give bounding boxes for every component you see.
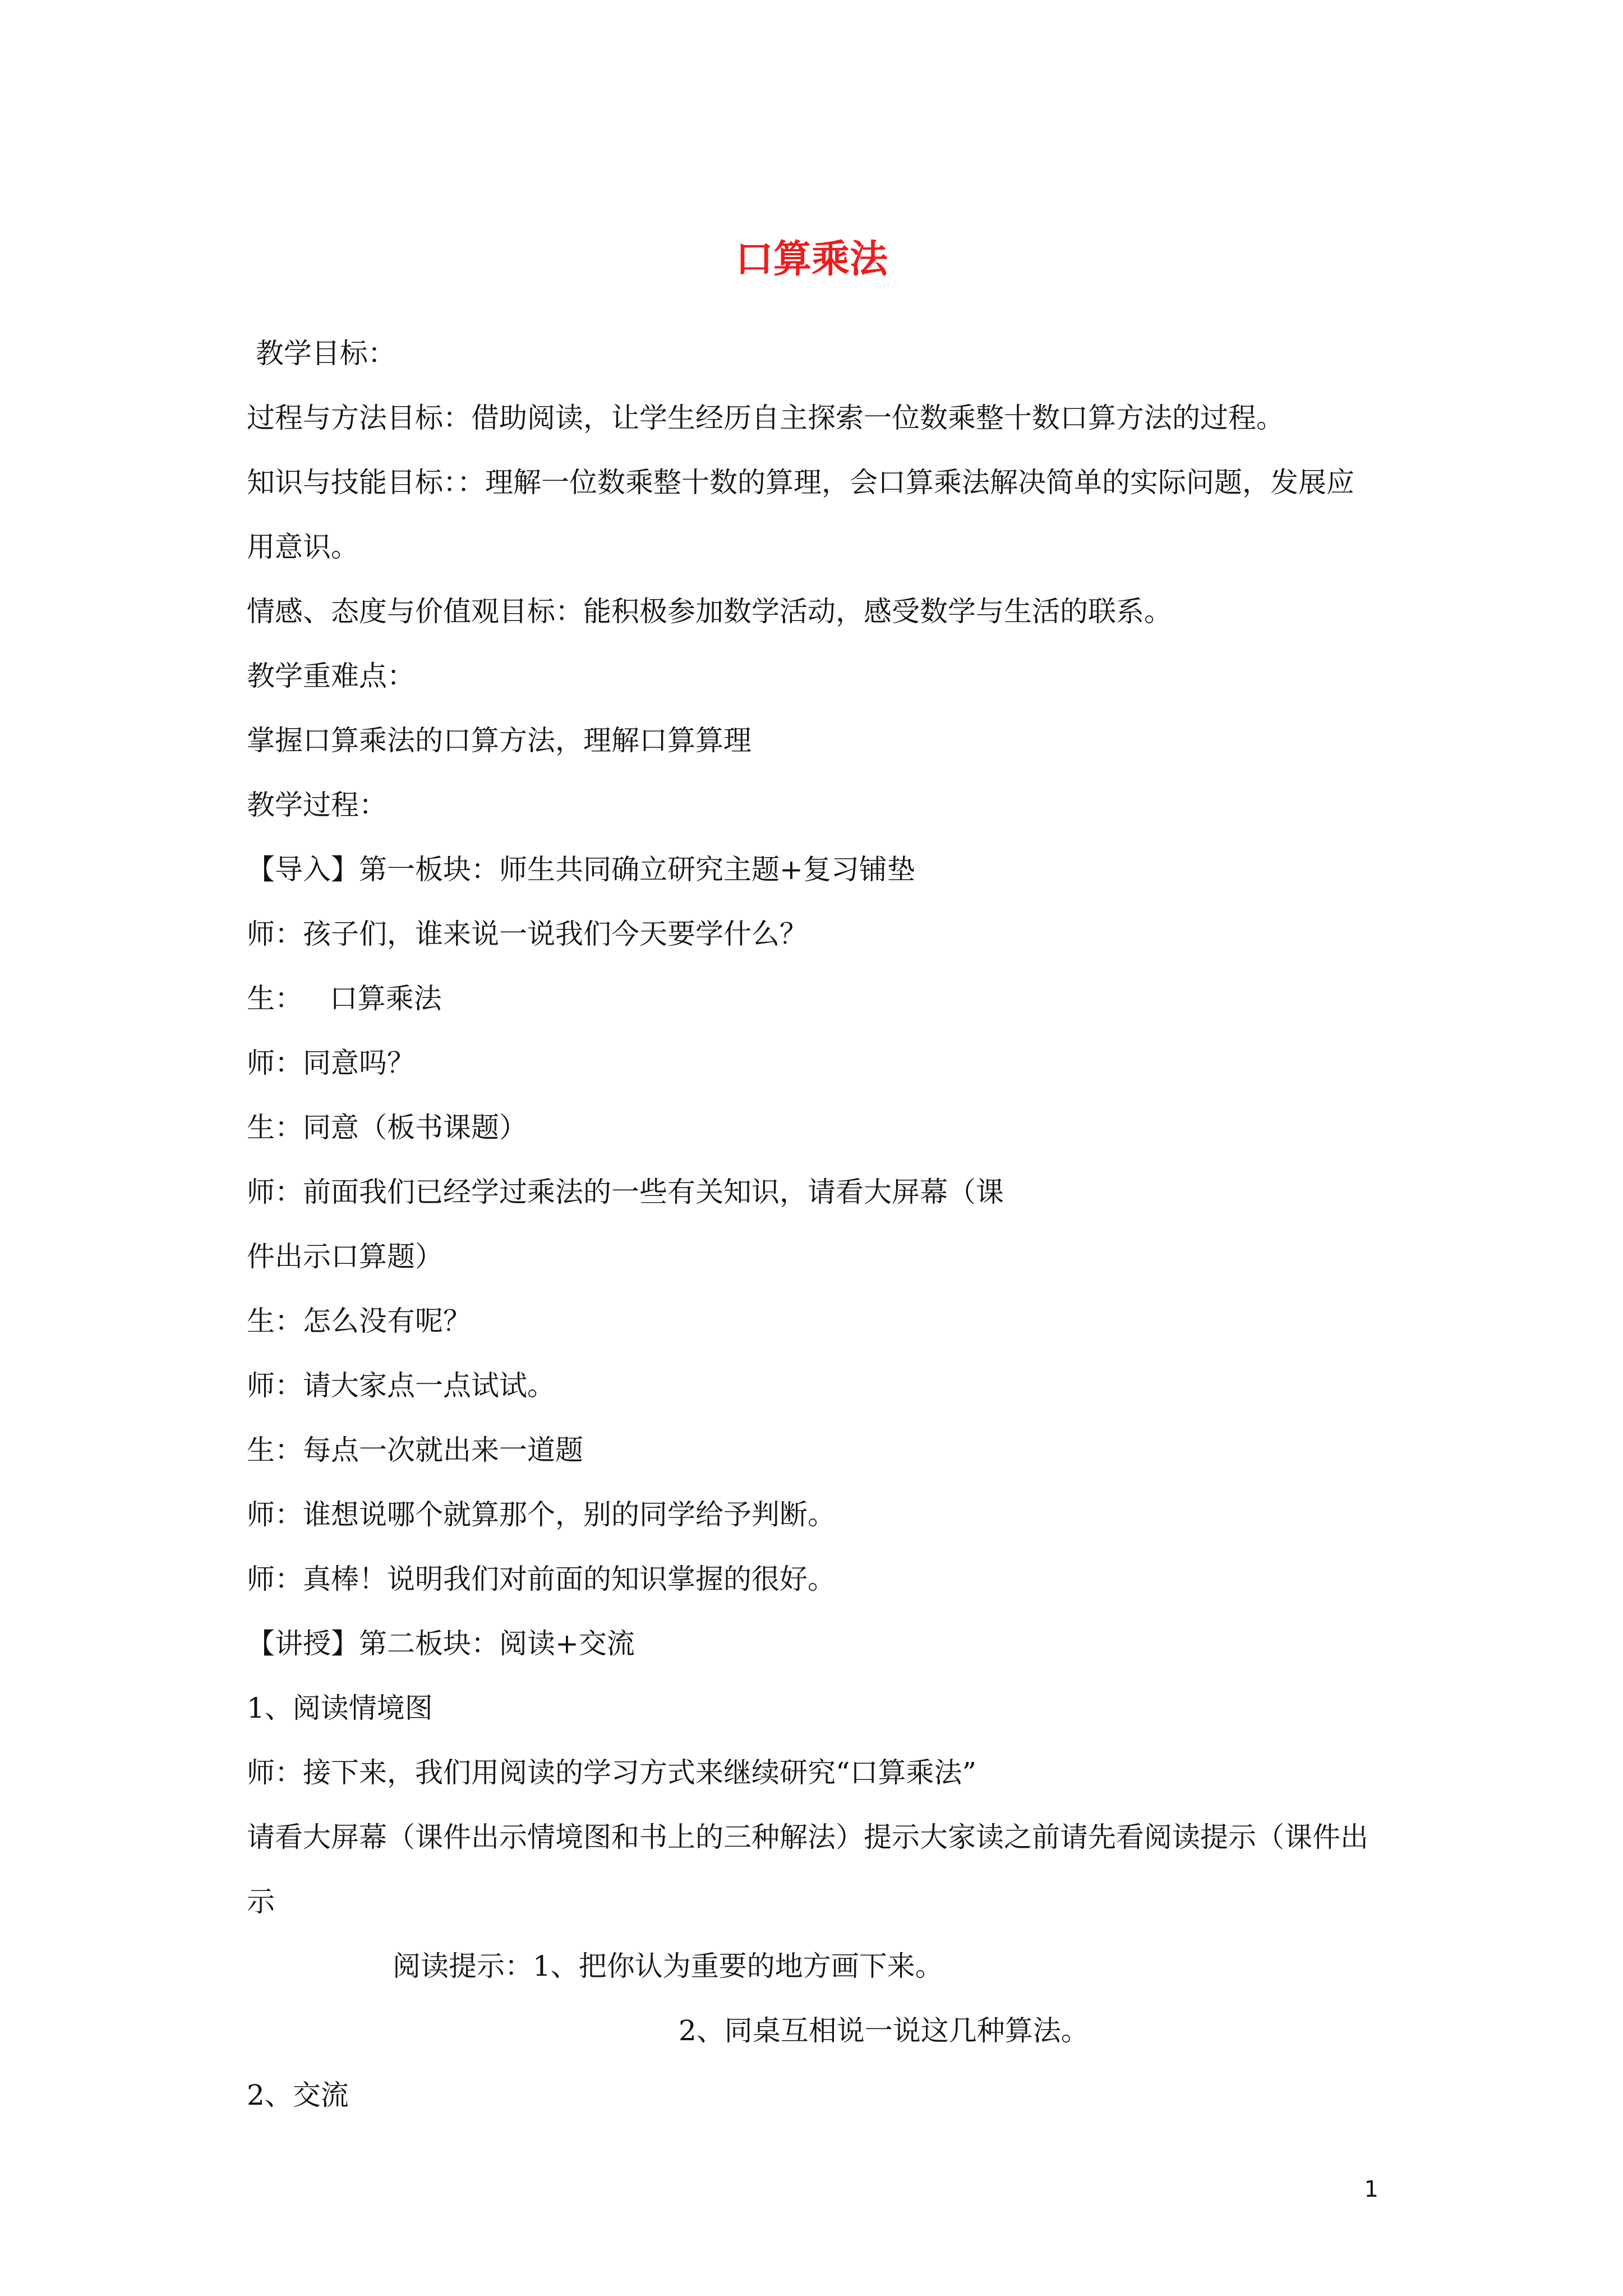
text-line: 生： 口算乘法 [247, 982, 442, 1015]
page-number: 1 [1364, 2177, 1378, 2202]
text-line: 生：每点一次就出来一道题 [247, 1434, 583, 1466]
text-line: 掌握口算乘法的口算方法，理解口算算理 [247, 724, 751, 757]
text-line: 【讲授】第二板块：阅读+交流 [247, 1627, 635, 1660]
text-line: 情感、态度与价值观目标：能积极参加数学活动，感受数学与生活的联系。 [247, 595, 1172, 628]
text-line: 师：谁想说哪个就算那个，别的同学给予判断。 [247, 1498, 836, 1531]
text-line: 师：接下来，我们用阅读的学习方式来继续研究“口算乘法” [247, 1756, 977, 1789]
reading-tip-line: 阅读提示：1、把你认为重要的地方画下来。 [393, 1950, 943, 1982]
text-line: 示 [247, 1885, 275, 1918]
text-line: 件出示口算题） [247, 1240, 443, 1273]
text-line: 知识与技能目标：：理解一位数乘整十数的算理，会口算乘法解决简单的实际问题，发展应 [247, 466, 1354, 499]
text-line: 教学过程： [247, 789, 387, 821]
text-line: 用意识。 [247, 531, 359, 563]
text-line: 生：怎么没有呢？ [247, 1305, 471, 1337]
text-line: 师：前面我们已经学过乘法的一些有关知识，请看大屏幕（课 [247, 1176, 1004, 1208]
text-line: 教学目标： [247, 337, 396, 370]
reading-tip-line: 2、同桌互相说一说这几种算法。 [679, 2014, 1089, 2047]
text-line: 2、交流 [247, 2079, 349, 2111]
text-line: 师：真棒！说明我们对前面的知识掌握的很好。 [247, 1563, 836, 1595]
text-line: 请看大屏幕（课件出示情境图和书上的三种解法）提示大家读之前请先看阅读提示（课件出 [247, 1821, 1368, 1853]
text-line: 生：同意（板书课题） [247, 1111, 527, 1144]
text-line: 1、阅读情境图 [247, 1692, 433, 1724]
text-line: 师：孩子们，谁来说一说我们今天要学什么？ [247, 918, 808, 950]
text-line: 教学重难点： [247, 660, 415, 692]
text-line: 师：同意吗？ [247, 1047, 415, 1079]
text-line: 过程与方法目标：借助阅读，让学生经历自主探索一位数乘整十数口算方法的过程。 [247, 402, 1284, 434]
document-title: 口算乘法 [735, 237, 888, 282]
text-line: 【导入】第一板块：师生共同确立研究主题+复习铺垫 [247, 853, 915, 886]
text-line: 师：请大家点一点试试。 [247, 1369, 555, 1402]
